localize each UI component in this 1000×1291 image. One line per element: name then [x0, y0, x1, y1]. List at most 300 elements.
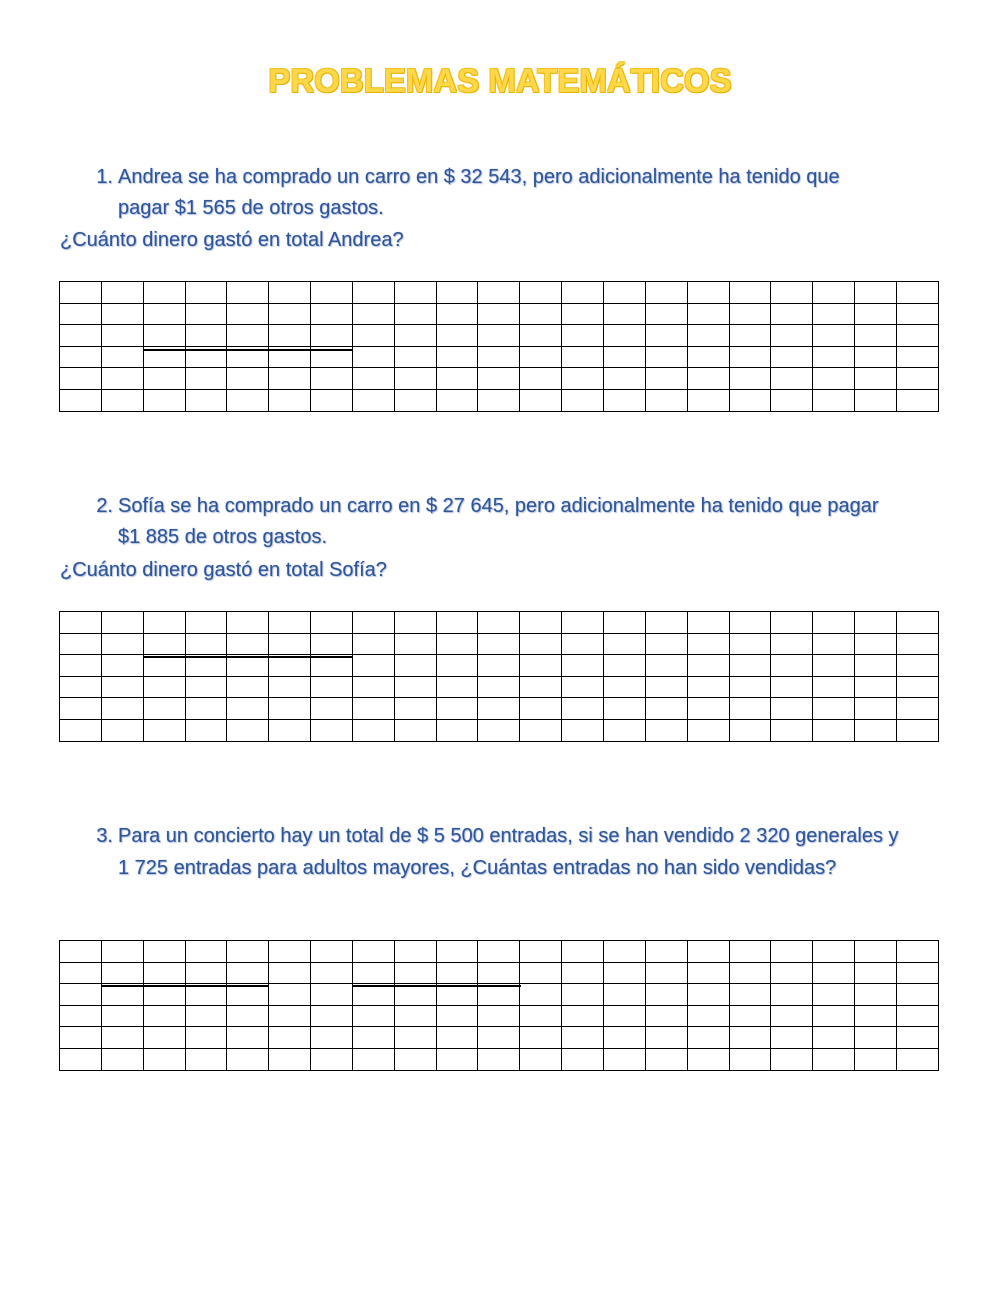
grid-cell[interactable]: [645, 325, 687, 347]
grid-cell[interactable]: [813, 612, 855, 634]
grid-cell[interactable]: [687, 698, 729, 720]
grid-cell[interactable]: [60, 655, 102, 677]
grid-cell[interactable]: [436, 1027, 478, 1049]
grid-cell[interactable]: [101, 282, 143, 304]
grid-cell[interactable]: [352, 655, 394, 677]
grid-cell[interactable]: [436, 941, 478, 963]
grid-cell[interactable]: [436, 719, 478, 741]
grid-cell[interactable]: [855, 282, 897, 304]
grid-cell[interactable]: [185, 612, 227, 634]
grid-cell[interactable]: [311, 282, 353, 304]
grid-cell[interactable]: [394, 303, 436, 325]
grid-cell[interactable]: [855, 984, 897, 1006]
grid-cell[interactable]: [143, 962, 185, 984]
grid-cell[interactable]: [687, 984, 729, 1006]
grid-cell[interactable]: [101, 325, 143, 347]
grid-cell[interactable]: [729, 1048, 771, 1070]
grid-cell[interactable]: [60, 303, 102, 325]
grid-cell[interactable]: [352, 941, 394, 963]
grid-cell[interactable]: [143, 1027, 185, 1049]
grid-cell[interactable]: [227, 719, 269, 741]
grid-cell[interactable]: [771, 633, 813, 655]
grid-cell[interactable]: [562, 962, 604, 984]
grid-cell[interactable]: [520, 368, 562, 390]
grid-cell[interactable]: [227, 303, 269, 325]
grid-cell[interactable]: [603, 282, 645, 304]
grid-cell[interactable]: [562, 612, 604, 634]
grid-cell[interactable]: [101, 962, 143, 984]
grid-cell[interactable]: [394, 962, 436, 984]
grid-cell[interactable]: [729, 633, 771, 655]
grid-cell[interactable]: [603, 612, 645, 634]
grid-cell[interactable]: [311, 698, 353, 720]
grid-cell[interactable]: [101, 1048, 143, 1070]
grid-cell[interactable]: [311, 676, 353, 698]
grid-cell[interactable]: [520, 325, 562, 347]
grid-cell[interactable]: [394, 1005, 436, 1027]
grid-cell[interactable]: [729, 282, 771, 304]
grid-cell[interactable]: [729, 612, 771, 634]
grid-cell[interactable]: [855, 1048, 897, 1070]
grid-cell[interactable]: [771, 612, 813, 634]
grid-cell[interactable]: [227, 1027, 269, 1049]
grid-cell[interactable]: [227, 389, 269, 411]
grid-cell[interactable]: [143, 325, 185, 347]
grid-cell[interactable]: [60, 676, 102, 698]
grid-cell[interactable]: [269, 984, 311, 1006]
grid-cell[interactable]: [60, 719, 102, 741]
grid-cell[interactable]: [729, 346, 771, 368]
grid-cell[interactable]: [645, 941, 687, 963]
grid-cell[interactable]: [520, 655, 562, 677]
grid-cell[interactable]: [896, 346, 938, 368]
grid-cell[interactable]: [855, 303, 897, 325]
grid-cell[interactable]: [311, 941, 353, 963]
grid-cell[interactable]: [227, 325, 269, 347]
grid-cell[interactable]: [687, 303, 729, 325]
grid-cell[interactable]: [896, 325, 938, 347]
grid-cell[interactable]: [101, 633, 143, 655]
grid-cell[interactable]: [645, 984, 687, 1006]
grid-cell[interactable]: [352, 346, 394, 368]
grid-cell[interactable]: [227, 612, 269, 634]
grid-cell[interactable]: [562, 984, 604, 1006]
grid-cell[interactable]: [729, 303, 771, 325]
grid-cell[interactable]: [813, 1027, 855, 1049]
grid-cell[interactable]: [645, 303, 687, 325]
grid-cell[interactable]: [645, 368, 687, 390]
grid-cell[interactable]: [855, 655, 897, 677]
grid-cell[interactable]: [352, 368, 394, 390]
grid-cell[interactable]: [520, 719, 562, 741]
grid-cell[interactable]: [143, 303, 185, 325]
grid-cell[interactable]: [520, 941, 562, 963]
grid-cell[interactable]: [311, 962, 353, 984]
grid-cell[interactable]: [645, 962, 687, 984]
grid-cell[interactable]: [101, 941, 143, 963]
grid-cell[interactable]: [269, 325, 311, 347]
grid-cell[interactable]: [603, 1027, 645, 1049]
grid-cell[interactable]: [645, 676, 687, 698]
grid-cell[interactable]: [101, 655, 143, 677]
grid-cell[interactable]: [813, 389, 855, 411]
grid-cell[interactable]: [896, 633, 938, 655]
grid-cell[interactable]: [478, 698, 520, 720]
grid-cell[interactable]: [687, 1027, 729, 1049]
grid-cell[interactable]: [687, 282, 729, 304]
grid-cell[interactable]: [813, 984, 855, 1006]
grid-cell[interactable]: [60, 282, 102, 304]
grid-cell[interactable]: [269, 719, 311, 741]
grid-cell[interactable]: [478, 719, 520, 741]
grid-cell[interactable]: [185, 1048, 227, 1070]
grid-cell[interactable]: [394, 698, 436, 720]
grid-cell[interactable]: [562, 325, 604, 347]
grid-cell[interactable]: [143, 1048, 185, 1070]
grid-cell[interactable]: [436, 633, 478, 655]
grid-cell[interactable]: [562, 676, 604, 698]
grid-cell[interactable]: [101, 612, 143, 634]
grid-cell[interactable]: [896, 1048, 938, 1070]
grid-cell[interactable]: [101, 346, 143, 368]
grid-cell[interactable]: [185, 633, 227, 655]
grid-cell[interactable]: [896, 612, 938, 634]
grid-cell[interactable]: [143, 698, 185, 720]
grid-cell[interactable]: [60, 612, 102, 634]
grid-cell[interactable]: [394, 633, 436, 655]
grid-cell[interactable]: [896, 368, 938, 390]
grid-cell[interactable]: [60, 389, 102, 411]
grid-cell[interactable]: [562, 1005, 604, 1027]
grid-cell[interactable]: [687, 962, 729, 984]
grid-cell[interactable]: [436, 1005, 478, 1027]
grid-cell[interactable]: [185, 325, 227, 347]
grid-cell[interactable]: [185, 389, 227, 411]
grid-cell[interactable]: [436, 282, 478, 304]
grid-cell[interactable]: [60, 633, 102, 655]
grid-cell[interactable]: [394, 346, 436, 368]
grid-cell[interactable]: [562, 346, 604, 368]
grid-cell[interactable]: [394, 1027, 436, 1049]
grid-cell[interactable]: [645, 282, 687, 304]
grid-cell[interactable]: [729, 676, 771, 698]
grid-cell[interactable]: [896, 282, 938, 304]
grid-cell[interactable]: [311, 719, 353, 741]
grid-cell[interactable]: [269, 1027, 311, 1049]
grid-cell[interactable]: [352, 612, 394, 634]
grid-cell[interactable]: [311, 612, 353, 634]
grid-cell[interactable]: [269, 282, 311, 304]
grid-cell[interactable]: [143, 719, 185, 741]
grid-cell[interactable]: [687, 633, 729, 655]
grid-cell[interactable]: [771, 984, 813, 1006]
grid-cell[interactable]: [478, 676, 520, 698]
grid-cell[interactable]: [645, 1048, 687, 1070]
grid-cell[interactable]: [771, 1027, 813, 1049]
grid-cell[interactable]: [227, 698, 269, 720]
grid-cell[interactable]: [311, 1005, 353, 1027]
grid-cell[interactable]: [101, 303, 143, 325]
grid-cell[interactable]: [813, 676, 855, 698]
grid-cell[interactable]: [436, 962, 478, 984]
grid-cell[interactable]: [771, 368, 813, 390]
grid-cell[interactable]: [729, 984, 771, 1006]
answer-grid-1[interactable]: [59, 281, 939, 412]
grid-cell[interactable]: [60, 1027, 102, 1049]
grid-cell[interactable]: [729, 389, 771, 411]
grid-cell[interactable]: [185, 303, 227, 325]
grid-cell[interactable]: [729, 655, 771, 677]
grid-cell[interactable]: [813, 698, 855, 720]
grid-cell[interactable]: [269, 1048, 311, 1070]
grid-cell[interactable]: [562, 941, 604, 963]
grid-cell[interactable]: [520, 698, 562, 720]
grid-cell[interactable]: [603, 655, 645, 677]
grid-cell[interactable]: [729, 941, 771, 963]
grid-cell[interactable]: [603, 389, 645, 411]
grid-cell[interactable]: [855, 676, 897, 698]
grid-cell[interactable]: [478, 325, 520, 347]
grid-cell[interactable]: [855, 698, 897, 720]
grid-cell[interactable]: [269, 633, 311, 655]
grid-cell[interactable]: [143, 676, 185, 698]
grid-cell[interactable]: [394, 325, 436, 347]
grid-cell[interactable]: [478, 368, 520, 390]
grid-cell[interactable]: [562, 719, 604, 741]
grid-cell[interactable]: [185, 698, 227, 720]
grid-cell[interactable]: [185, 676, 227, 698]
answer-grid-3[interactable]: [59, 940, 939, 1071]
grid-cell[interactable]: [60, 346, 102, 368]
grid-cell[interactable]: [645, 1027, 687, 1049]
grid-cell[interactable]: [645, 655, 687, 677]
grid-cell[interactable]: [813, 282, 855, 304]
grid-cell[interactable]: [394, 719, 436, 741]
grid-cell[interactable]: [687, 368, 729, 390]
grid-cell[interactable]: [60, 1048, 102, 1070]
grid-cell[interactable]: [603, 303, 645, 325]
grid-cell[interactable]: [813, 346, 855, 368]
grid-cell[interactable]: [227, 368, 269, 390]
grid-cell[interactable]: [729, 1027, 771, 1049]
grid-cell[interactable]: [813, 719, 855, 741]
grid-cell[interactable]: [143, 389, 185, 411]
grid-cell[interactable]: [394, 941, 436, 963]
grid-cell[interactable]: [813, 633, 855, 655]
grid-cell[interactable]: [603, 962, 645, 984]
grid-cell[interactable]: [60, 1005, 102, 1027]
grid-cell[interactable]: [603, 633, 645, 655]
grid-cell[interactable]: [896, 303, 938, 325]
grid-cell[interactable]: [60, 368, 102, 390]
grid-cell[interactable]: [436, 346, 478, 368]
grid-cell[interactable]: [855, 389, 897, 411]
grid-cell[interactable]: [478, 633, 520, 655]
grid-cell[interactable]: [562, 389, 604, 411]
grid-cell[interactable]: [227, 633, 269, 655]
grid-cell[interactable]: [771, 1048, 813, 1070]
grid-cell[interactable]: [603, 941, 645, 963]
grid-cell[interactable]: [813, 962, 855, 984]
grid-cell[interactable]: [352, 1048, 394, 1070]
grid-cell[interactable]: [520, 633, 562, 655]
grid-cell[interactable]: [896, 389, 938, 411]
grid-cell[interactable]: [855, 962, 897, 984]
grid-cell[interactable]: [269, 389, 311, 411]
grid-cell[interactable]: [771, 941, 813, 963]
grid-cell[interactable]: [60, 984, 102, 1006]
grid-cell[interactable]: [478, 1027, 520, 1049]
grid-cell[interactable]: [143, 633, 185, 655]
grid-cell[interactable]: [603, 325, 645, 347]
grid-cell[interactable]: [855, 368, 897, 390]
grid-cell[interactable]: [603, 1048, 645, 1070]
grid-cell[interactable]: [478, 389, 520, 411]
grid-cell[interactable]: [269, 698, 311, 720]
grid-cell[interactable]: [394, 1048, 436, 1070]
grid-cell[interactable]: [436, 698, 478, 720]
grid-cell[interactable]: [687, 389, 729, 411]
grid-cell[interactable]: [101, 719, 143, 741]
grid-cell[interactable]: [478, 941, 520, 963]
grid-cell[interactable]: [520, 962, 562, 984]
grid-cell[interactable]: [645, 633, 687, 655]
grid-cell[interactable]: [771, 346, 813, 368]
grid-cell[interactable]: [269, 612, 311, 634]
grid-cell[interactable]: [562, 368, 604, 390]
grid-cell[interactable]: [729, 962, 771, 984]
grid-cell[interactable]: [101, 698, 143, 720]
grid-cell[interactable]: [896, 962, 938, 984]
grid-cell[interactable]: [729, 719, 771, 741]
grid-cell[interactable]: [855, 346, 897, 368]
grid-cell[interactable]: [60, 962, 102, 984]
grid-cell[interactable]: [227, 962, 269, 984]
grid-cell[interactable]: [185, 1027, 227, 1049]
grid-cell[interactable]: [645, 389, 687, 411]
grid-cell[interactable]: [269, 1005, 311, 1027]
grid-cell[interactable]: [311, 389, 353, 411]
grid-cell[interactable]: [101, 1005, 143, 1027]
grid-cell[interactable]: [394, 676, 436, 698]
grid-cell[interactable]: [394, 655, 436, 677]
grid-cell[interactable]: [394, 368, 436, 390]
grid-cell[interactable]: [60, 941, 102, 963]
grid-cell[interactable]: [603, 346, 645, 368]
grid-cell[interactable]: [520, 282, 562, 304]
grid-cell[interactable]: [520, 984, 562, 1006]
grid-cell[interactable]: [101, 676, 143, 698]
grid-cell[interactable]: [60, 325, 102, 347]
grid-cell[interactable]: [478, 303, 520, 325]
grid-cell[interactable]: [855, 719, 897, 741]
grid-cell[interactable]: [687, 676, 729, 698]
grid-cell[interactable]: [771, 389, 813, 411]
grid-cell[interactable]: [352, 325, 394, 347]
grid-cell[interactable]: [896, 941, 938, 963]
grid-cell[interactable]: [813, 368, 855, 390]
grid-cell[interactable]: [813, 303, 855, 325]
grid-cell[interactable]: [771, 698, 813, 720]
grid-cell[interactable]: [143, 282, 185, 304]
grid-cell[interactable]: [394, 389, 436, 411]
grid-cell[interactable]: [562, 303, 604, 325]
grid-cell[interactable]: [771, 962, 813, 984]
grid-cell[interactable]: [520, 1048, 562, 1070]
grid-cell[interactable]: [227, 282, 269, 304]
grid-cell[interactable]: [311, 633, 353, 655]
grid-cell[interactable]: [896, 719, 938, 741]
grid-cell[interactable]: [478, 612, 520, 634]
grid-cell[interactable]: [896, 984, 938, 1006]
grid-cell[interactable]: [645, 698, 687, 720]
grid-cell[interactable]: [478, 1005, 520, 1027]
grid-cell[interactable]: [101, 368, 143, 390]
grid-cell[interactable]: [352, 1005, 394, 1027]
grid-cell[interactable]: [436, 325, 478, 347]
grid-cell[interactable]: [645, 346, 687, 368]
grid-cell[interactable]: [896, 676, 938, 698]
grid-cell[interactable]: [143, 368, 185, 390]
grid-cell[interactable]: [896, 1005, 938, 1027]
grid-cell[interactable]: [645, 719, 687, 741]
grid-cell[interactable]: [687, 655, 729, 677]
grid-cell[interactable]: [729, 698, 771, 720]
grid-cell[interactable]: [603, 984, 645, 1006]
grid-cell[interactable]: [311, 325, 353, 347]
grid-cell[interactable]: [771, 676, 813, 698]
grid-cell[interactable]: [269, 303, 311, 325]
grid-cell[interactable]: [729, 325, 771, 347]
grid-cell[interactable]: [60, 698, 102, 720]
grid-cell[interactable]: [562, 1048, 604, 1070]
grid-cell[interactable]: [813, 1048, 855, 1070]
grid-cell[interactable]: [143, 612, 185, 634]
grid-cell[interactable]: [436, 655, 478, 677]
grid-cell[interactable]: [352, 962, 394, 984]
grid-cell[interactable]: [729, 1005, 771, 1027]
grid-cell[interactable]: [520, 389, 562, 411]
grid-cell[interactable]: [687, 941, 729, 963]
grid-cell[interactable]: [185, 1005, 227, 1027]
grid-cell[interactable]: [478, 346, 520, 368]
grid-cell[interactable]: [520, 1005, 562, 1027]
grid-cell[interactable]: [771, 303, 813, 325]
grid-cell[interactable]: [603, 698, 645, 720]
grid-cell[interactable]: [896, 655, 938, 677]
grid-cell[interactable]: [185, 282, 227, 304]
grid-cell[interactable]: [101, 389, 143, 411]
grid-cell[interactable]: [311, 303, 353, 325]
grid-cell[interactable]: [436, 303, 478, 325]
grid-cell[interactable]: [562, 633, 604, 655]
grid-cell[interactable]: [101, 1027, 143, 1049]
grid-cell[interactable]: [227, 1048, 269, 1070]
grid-cell[interactable]: [394, 612, 436, 634]
grid-cell[interactable]: [436, 612, 478, 634]
grid-cell[interactable]: [687, 612, 729, 634]
grid-cell[interactable]: [813, 325, 855, 347]
grid-cell[interactable]: [478, 282, 520, 304]
grid-cell[interactable]: [352, 282, 394, 304]
grid-cell[interactable]: [687, 719, 729, 741]
grid-cell[interactable]: [520, 676, 562, 698]
grid-cell[interactable]: [771, 325, 813, 347]
grid-cell[interactable]: [352, 389, 394, 411]
grid-cell[interactable]: [813, 655, 855, 677]
grid-cell[interactable]: [729, 368, 771, 390]
grid-cell[interactable]: [771, 719, 813, 741]
